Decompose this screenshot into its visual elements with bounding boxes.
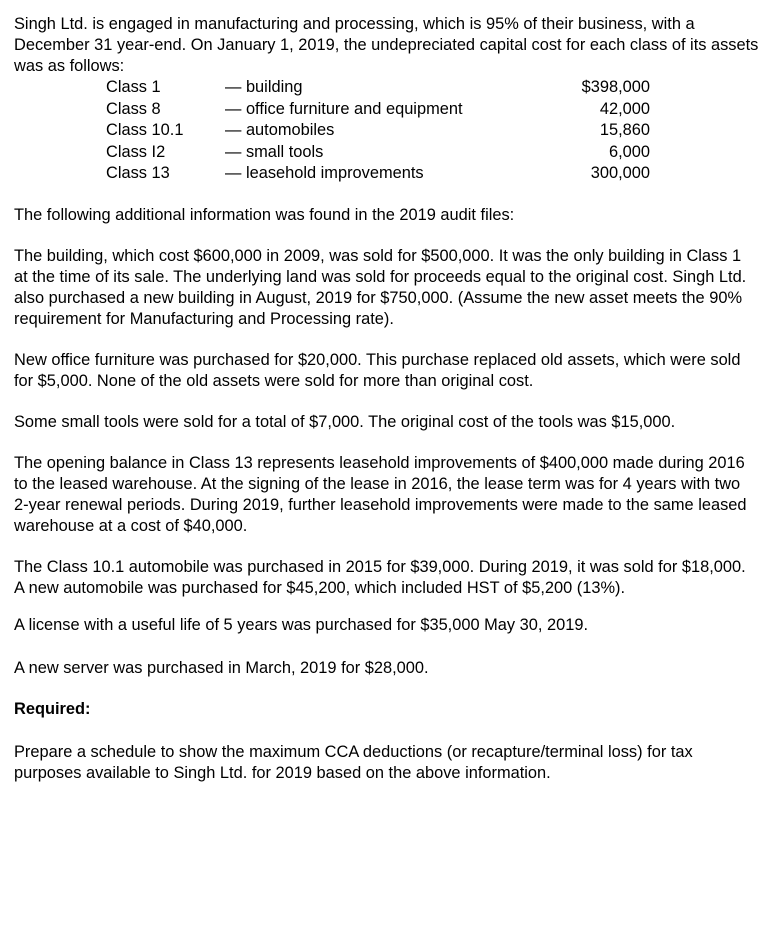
table-row <box>106 142 650 164</box>
table-row <box>106 163 650 185</box>
class-name: Class I2 <box>106 142 166 161</box>
building-paragraph: The building, which cost $600,000 in 2009, was sold for $500,000. It was the only building in Class 1 at the time of its sale. The underlying land was sold for proceeds equal to the original cost. Singh Ltd. also purchased a new building in August, 2019 for $750,000. (Assume the new asset meets the 90% requirement for Manufacturing and Processing rate). <box>14 246 747 328</box>
small-tools-paragraph: Some small tools were sold for a total of $7,000. The original cost of the tools was $15,000. <box>14 412 676 431</box>
license-paragraph: A license with a useful life of 5 years was purchased for $35,000 May 30, 2019. <box>14 615 589 634</box>
additional-info-heading: The following additional information was found in the 2019 audit files: <box>14 205 515 224</box>
class-amount: 300,000 <box>590 164 650 182</box>
class-name: Class 1 <box>106 78 161 96</box>
class-amount: $398,000 <box>581 78 650 96</box>
class-description: — building <box>225 78 303 96</box>
class-name: Class 8 <box>106 99 161 118</box>
intro-paragraph: Singh Ltd. is engaged in manufacturing and processing, which is 95% of their business, with a December 31 year-end. On January 1, 2019, the undepreciated capital cost for each class of its assets was as follows: <box>14 15 759 75</box>
class-description: — small tools <box>225 142 324 161</box>
class-amount: 42,000 <box>599 99 650 118</box>
class-name: Class 13 <box>106 164 170 182</box>
required-label: Required: <box>14 699 91 718</box>
required-text: Prepare a schedule to show the maximum CCA deductions (or recapture/terminal loss) for tax purposes available to Singh Ltd. for 2019 based on the above information. <box>14 742 693 782</box>
furniture-paragraph: New office furniture was purchased for $20,000. This purchase replaced old assets, which were sold for $5,000. None of the old assets were sold for more than original cost. <box>14 350 741 390</box>
automobile-paragraph: The Class 10.1 automobile was purchased in 2015 for $39,000. During 2019, it was sold for $18,000. A new automobile was purchased for $45,200, which included HST of $5,200 (13%). <box>14 557 746 597</box>
document-page <box>14 14 759 784</box>
table-row <box>106 99 650 121</box>
class-description: — office furniture and equipment <box>225 99 463 118</box>
ucc-class-table <box>106 77 650 185</box>
class-amount: 6,000 <box>608 142 650 161</box>
leasehold-paragraph: The opening balance in Class 13 represents leasehold improvements of $400,000 made during 2016 to the leased warehouse. At the signing of the lease in 2016, the lease term was for 4 years with two 2-year renewal periods. During 2019, further leasehold improvements were made to the same leased warehouse at a cost of $40,000. <box>14 453 747 535</box>
class-description: — automobiles <box>225 121 335 139</box>
class-amount: 15,860 <box>599 121 650 139</box>
class-name: Class 10.1 <box>106 121 184 139</box>
table-row <box>106 77 650 99</box>
server-paragraph: A new server was purchased in March, 2019 for $28,000. <box>14 658 429 677</box>
class-description: — leasehold improvements <box>225 164 424 182</box>
table-row <box>106 120 650 142</box>
